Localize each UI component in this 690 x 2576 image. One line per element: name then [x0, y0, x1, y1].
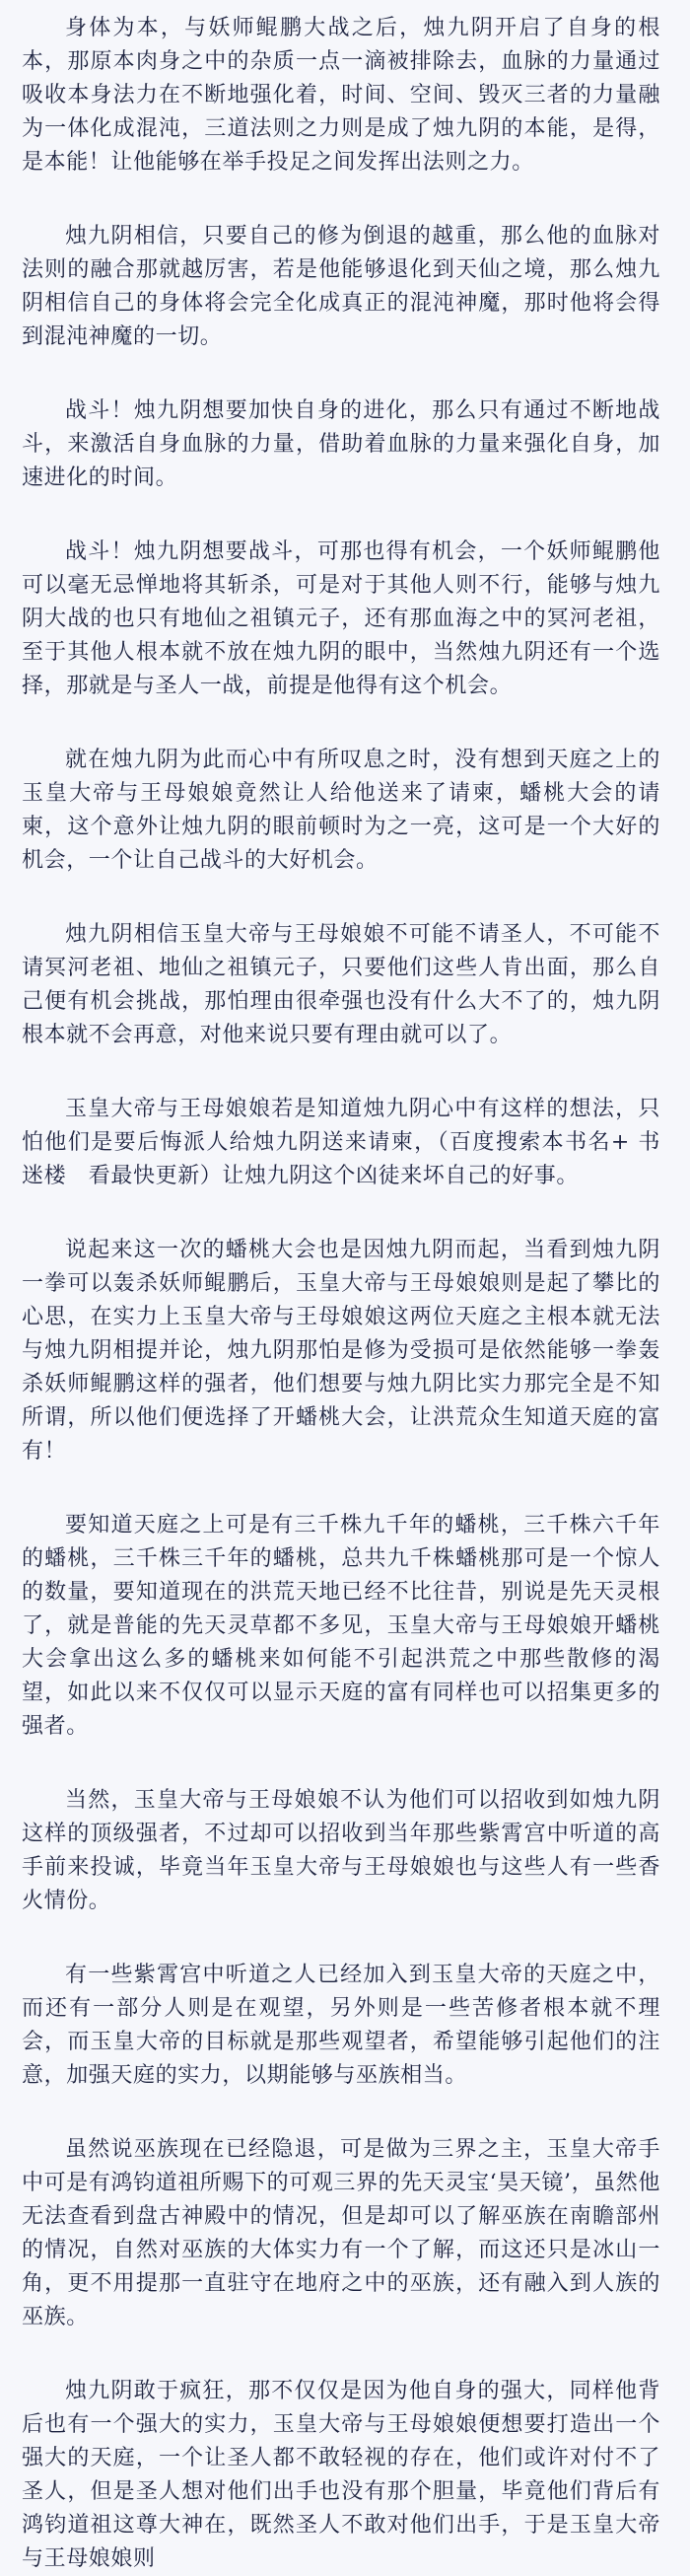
paragraph-2: 烛九阴相信，只要自己的修为倒退的越重，那么他的血脉对法则的融合那就越厉害，若是他能够退化到天仙之境，那么烛九阴相信自己的身体将会完全化成真正的混沌神魔，那时他将会得到混沌神魔的一切。 [22, 224, 660, 349]
paragraph-6: 烛九阴相信玉皇大帝与王母娘娘不可能不请圣人，不可能不请冥河老祖、地仙之祖镇元子，只要他们这些人肯出面，那么自己便有机会挑战，那怕理由很牵强也没有什么大不了的，烛九阴根本就不会再意，对他来说只要有理由就可以了。 [22, 922, 660, 1047]
paragraph-10: 当然，玉皇大帝与王母娘娘不认为他们可以招收到如烛九阴这样的顶级强者，不过却可以招收到当年那些紫霄宫中听道的高手前来投诚，毕竟当年玉皇大帝与王母娘娘也与这些人有一些香火情份。 [22, 1788, 660, 1913]
paragraph-13: 烛九阴敢于疯狂，那不仅仅是因为他自身的强大，同样他背后也有一个强大的实力，玉皇大帝与王母娘娘便想要打造出一个强大的天庭，一个让圣人都不敢轻视的存在，他们或许对付不了圣人，但是圣人想对他们出手也没有那个胆量，毕竟他们背后有鸿钧道祖这尊大神在，既然圣人不敢对他们出手，于是玉皇大帝与王母娘娘则 [22, 2379, 660, 2571]
paragraph-5: 就在烛九阴为此而心中有所叹息之时，没有想到天庭之上的玉皇大帝与王母娘娘竟然让人给他送来了请柬，蟠桃大会的请柬，这个意外让烛九阴的眼前顿时为之一亮，这可是一个大好的机会，一个让自己战斗的大好机会。 [22, 748, 660, 873]
paragraph-3: 战斗！烛九阴想要加快自身的进化，那么只有通过不断地战斗，来激活自身血脉的力量，借助着血脉的力量来强化自身，加速进化的时间。 [22, 398, 660, 490]
paragraph-12: 虽然说巫族现在已经隐退，可是做为三界之主，玉皇大帝手中可是有鸿钧道祖所赐下的可观三界的先天灵宝‘昊天镜’，虽然他无法查看到盘古神殿中的情况，但是却可以了解巫族在南瞻部州的情况，自然对巫族的大体实力有一个了解，而这还只是冰山一角，更不用提那一直驻守在地府之中的巫族，还有融入到人族的巫族。 [22, 2137, 660, 2329]
paragraph-7: 玉皇大帝与王母娘娘若是知道烛九阴心中有这样的想法，只怕他们是要后悔派人给烛九阴送来请柬，（百度搜索本书名+ 书迷楼 看最快更新）让烛九阴这个凶徒来坏自己的好事。 [22, 1097, 660, 1188]
paragraph-1: 身体为本，与妖师鲲鹏大战之后，烛九阴开启了自身的根本，那原本肉身之中的杂质一点一滴被排除去，血脉的力量通过吸收本身法力在不断地强化着，时间、空间、毁灭三者的力量融为一体化成混沌，三道法则之力则是成了烛九阴的本能，是得，是本能！让他能够在举手投足之间发挥出法则之力。 [22, 16, 660, 175]
paragraph-8: 说起来这一次的蟠桃大会也是因烛九阴而起，当看到烛九阴一拳可以轰杀妖师鲲鹏后，玉皇大帝与王母娘娘则是起了攀比的心思，在实力上玉皇大帝与王母娘娘这两位天庭之主根本就无法与烛九阴相提并论，烛九阴那怕是修为受损可是依然能够一拳轰杀妖师鲲鹏这样的强者，他们想要与烛九阴比实力那完全是不知所谓，所以他们便选择了开蟠桃大会，让洪荒众生知道天庭的富有！ [22, 1238, 660, 1464]
paragraph-4: 战斗！烛九阴想要战斗，可那也得有机会，一个妖师鲲鹏他可以毫无忌惮地将其斩杀，可是对于其他人则不行，能够与烛九阴大战的也只有地仙之祖镇元子，还有那血海之中的冥河老祖，至于其他人根本就不放在烛九阴的眼中，当然烛九阴还有一个选择，那就是与圣人一战，前提是他得有这个机会。 [22, 539, 660, 698]
paragraph-9: 要知道天庭之上可是有三千株九千年的蟠桃，三千株六千年的蟠桃，三千株三千年的蟠桃，总共九千株蟠桃那可是一个惊人的数量，要知道现在的洪荒天地已经不比往昔，别说是先天灵根了，就是普能的先天灵草都不多见，玉皇大帝与王母娘娘开蟠桃大会拿出这么多的蟠桃来如何能不引起洪荒之中那些散修的渴望，如此以来不仅仅可以显示天庭的富有同样也可以招集更多的强者。 [22, 1513, 660, 1739]
paragraph-11: 有一些紫霄宫中听道之人已经加入到玉皇大帝的天庭之中，而还有一部分人则是在观望，另外则是一些苦修者根本就不理会，而玉皇大帝的目标就是那些观望者，希望能够引起他们的注意，加强天庭的实力，以期能够与巫族相当。 [22, 1963, 660, 2088]
